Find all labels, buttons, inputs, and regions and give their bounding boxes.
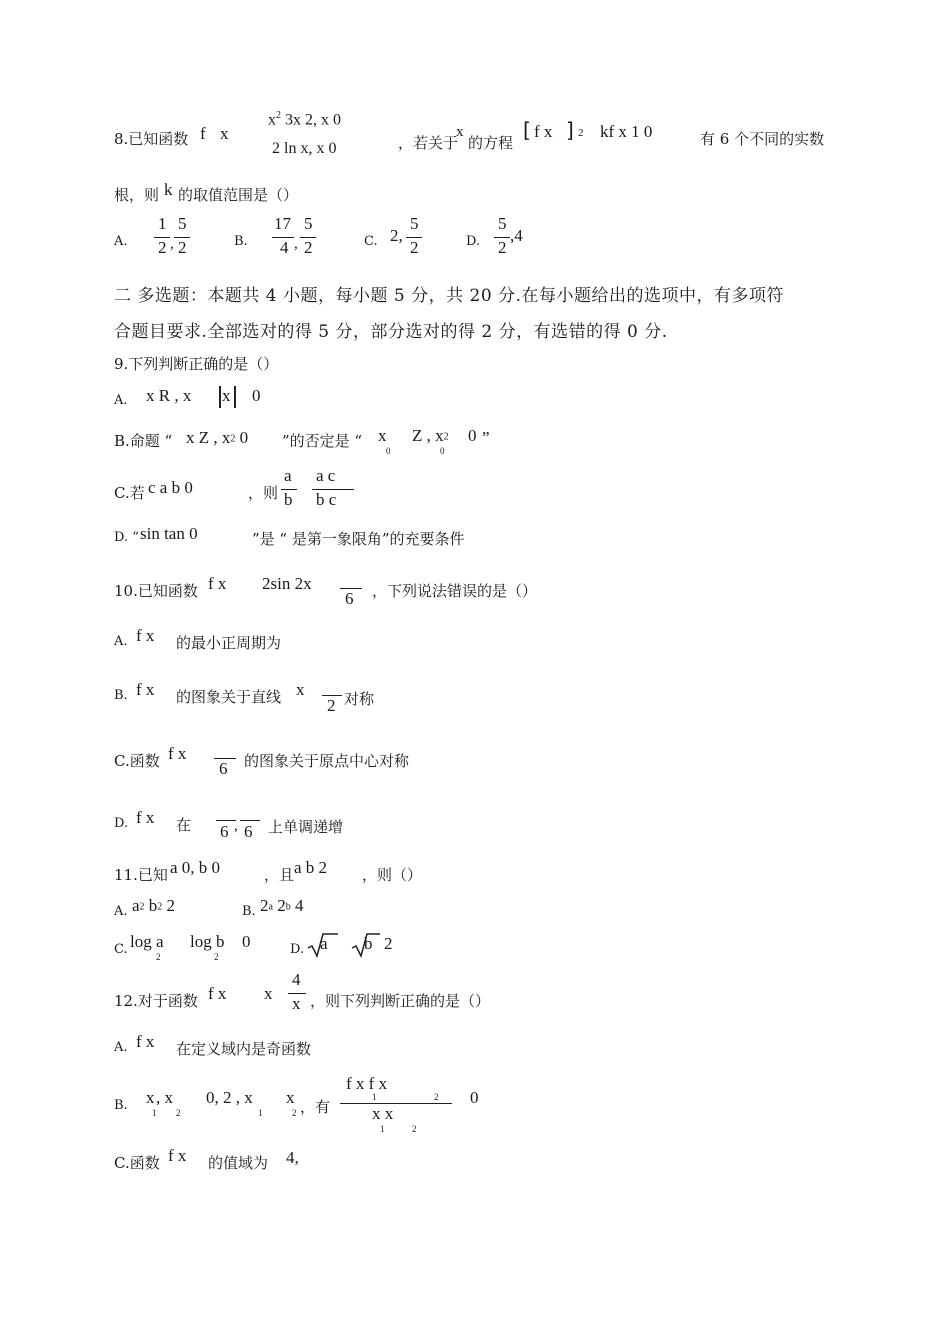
- q9-a-abs: x: [222, 386, 231, 405]
- q12-b-x1: x: [146, 1088, 155, 1107]
- q12-b-sub2: 2: [176, 1108, 181, 1118]
- q12-option-a-label[interactable]: A.: [114, 1040, 128, 1055]
- q10-stem-prefix: 10.已知函数: [114, 582, 198, 600]
- q8-eq-rest: kf x 1 0: [600, 122, 653, 141]
- q8-eq-sup: 2: [578, 127, 584, 139]
- q11-option-d-label[interactable]: D.: [290, 942, 305, 957]
- q10-b-text: 的图象关于直线: [176, 688, 282, 706]
- q11-c-log1: log a: [130, 932, 164, 951]
- q10-a-text: 的最小正周期为: [176, 634, 282, 652]
- q9-option-d-label[interactable]: D. “: [114, 530, 139, 545]
- q12-b-x2: , x: [156, 1088, 173, 1107]
- q10-c-fx: f x: [168, 744, 187, 763]
- q11-d-tail: 2: [384, 934, 393, 953]
- q10-d-den1: 6: [220, 822, 229, 841]
- q9-b-x0: x: [378, 426, 387, 445]
- q11-d-b: b: [364, 934, 373, 953]
- q9-b-tail: 0: [468, 426, 477, 445]
- q12-b-sub3: 1: [258, 1108, 263, 1118]
- q12-c-fx: f x: [168, 1146, 187, 1165]
- q11-c-sub2: 2: [214, 952, 219, 962]
- q9-b-sub0a: 0: [386, 446, 391, 456]
- q12-b-dsub2: 2: [412, 1124, 417, 1134]
- q8-d-num1: 5: [498, 214, 507, 233]
- q8-b-den2: 2: [304, 238, 313, 257]
- q9-c-n2: a c: [316, 466, 336, 485]
- q9-stem: 9.下列判断正确的是（）: [114, 355, 279, 373]
- q9-d-expr: sin tan 0: [140, 524, 198, 543]
- q9-option-a-label[interactable]: A.: [114, 393, 128, 408]
- q10-d-text: 上单调递增: [268, 818, 344, 836]
- q10-b-fx: f x: [136, 680, 155, 699]
- q12-option-c-label[interactable]: C.函数: [114, 1154, 160, 1172]
- q12-a-text: 在定义域内是奇函数: [176, 1040, 312, 1058]
- q9-c-expr: c a b 0: [148, 478, 193, 497]
- q12-b-dsub1: 1: [380, 1124, 385, 1134]
- q8-a-den2: 2: [178, 238, 187, 257]
- q8-bracket-close: ]: [566, 118, 574, 142]
- q8-option-d-label[interactable]: D.: [466, 234, 481, 249]
- q11-stem-mid: ，且: [264, 866, 295, 884]
- q10-d-in: 在: [176, 816, 192, 834]
- q11-stem-prefix: 11.已知: [114, 866, 168, 884]
- q12-b-nsub2: 2: [434, 1092, 439, 1102]
- q8-a-num1: 1: [158, 214, 167, 233]
- q12-b-you: ，有: [300, 1098, 331, 1116]
- q12-stem-fx: f x: [208, 984, 227, 1003]
- q9-option-b-label[interactable]: B.命题 “: [114, 432, 173, 450]
- q8-a-num2: 5: [178, 214, 187, 233]
- q11-stem-expr2: a b 2: [294, 858, 328, 877]
- q12-stem-prefix: 12.对于函数: [114, 992, 198, 1010]
- q10-d-fx: f x: [136, 808, 155, 827]
- q8-piecewise-top: $x^2$ 3x 2, x 0: [268, 110, 341, 129]
- q8-line2: 根，则: [114, 186, 160, 204]
- q10-a-fx: f x: [136, 626, 155, 645]
- q11-b-expr: 2a 2b 4: [260, 896, 304, 915]
- q12-stem-x: x: [264, 984, 273, 1003]
- q12-c-expr: 4,: [286, 1148, 299, 1167]
- q10-option-c-label[interactable]: C.函数: [114, 752, 160, 770]
- q9-option-c-label[interactable]: C.若: [114, 484, 145, 502]
- q12-b-tail: 0: [470, 1088, 479, 1107]
- q12-stem-suffix: ，则下列判断正确的是（）: [310, 992, 491, 1010]
- q12-b-sub4: 2: [292, 1108, 297, 1118]
- q8-var-x: x: [456, 124, 464, 140]
- q8-line2-rest: 的取值范围是（）: [178, 186, 299, 204]
- q8-a-den1: 2: [158, 238, 167, 257]
- q10-b-den: 2: [327, 696, 336, 715]
- q11-option-b-label[interactable]: B.: [242, 904, 256, 919]
- q8-mid2: 的方程: [468, 134, 514, 152]
- q10-stem-suffix: ，下列说法错误的是（）: [372, 582, 538, 600]
- q12-b-nsub1: 1: [372, 1092, 377, 1102]
- q11-option-a-label[interactable]: A.: [114, 904, 128, 919]
- q9-b-expr2b: Z , x2: [412, 426, 449, 445]
- q8-eq-fx: f x: [534, 122, 553, 141]
- q10-b-x: x: [296, 680, 305, 699]
- section2-line2: 合题目要求.全部选对的得 5 分，部分选对的得 2 分，有选错的得 0 分.: [114, 322, 668, 342]
- q9-a-tail: 0: [252, 386, 261, 405]
- q8-suffix: 有 6 个不同的实数: [700, 130, 825, 148]
- q9-d-mid: ”是 “ 是第一象限角”的充要条件: [252, 530, 465, 548]
- q9-a-expr: x R , x: [146, 386, 192, 405]
- q8-b-num2: 5: [304, 214, 313, 233]
- q8-c-lead: 2,: [390, 226, 403, 245]
- q9-b-sub0b: 0: [440, 446, 445, 456]
- q12-b-num: f x f x: [346, 1074, 388, 1093]
- q11-a-expr: a2 b2 2: [132, 896, 176, 915]
- q11-stem-suffix: ，则（）: [362, 866, 423, 884]
- q12-option-b-label[interactable]: B.: [114, 1098, 128, 1113]
- q12-c-text: 的值域为: [208, 1154, 269, 1172]
- q8-x: x: [220, 124, 229, 143]
- q11-option-c-label[interactable]: C.: [114, 942, 128, 957]
- q11-d-a: a: [320, 934, 328, 953]
- q9-b-expr1: x Z , x2 0: [186, 428, 249, 447]
- q12-stem-den: x: [292, 994, 301, 1013]
- q9-c-d1: b: [284, 490, 293, 509]
- q8-option-b-label[interactable]: B.: [234, 234, 248, 249]
- q12-stem-num: 4: [292, 970, 301, 989]
- q8-c-den2: 2: [410, 238, 419, 257]
- q10-stem-expr: 2sin 2x: [262, 574, 312, 593]
- q8-d-den1: 2: [498, 238, 507, 257]
- q11-c-log2: log b: [190, 932, 225, 951]
- q10-stem-fx: f x: [208, 574, 227, 593]
- q11-c-tail: 0: [242, 932, 251, 951]
- q9-c-d2: b c: [316, 490, 337, 509]
- q11-stem-expr1: a 0, b 0: [170, 858, 221, 877]
- q8-b-den1: 4: [280, 238, 289, 257]
- q8-option-c-label[interactable]: C.: [364, 234, 378, 249]
- q10-d-den2: 6: [244, 822, 253, 841]
- q8-f: f: [200, 124, 206, 143]
- q8-option-a-label[interactable]: A.: [114, 234, 128, 249]
- q9-c-mid: ，则: [248, 484, 279, 502]
- q8-b-num1: 17: [274, 214, 291, 233]
- q12-b-den: x x: [372, 1104, 394, 1123]
- q12-b-x4: x: [286, 1088, 295, 1107]
- q10-c-text: 的图象关于原点中心对称: [244, 752, 410, 770]
- q10-option-b-label[interactable]: B.: [114, 688, 128, 703]
- q9-b-mid: ”的否定是 “: [282, 432, 363, 450]
- q9-b-end: ”: [482, 428, 490, 447]
- q8-d-tail: ,4: [510, 226, 523, 245]
- q12-a-fx: f x: [136, 1032, 155, 1051]
- q11-c-sub1: 2: [156, 952, 161, 962]
- q10-option-a-label[interactable]: A.: [114, 634, 128, 649]
- q10-c-den: 6: [219, 759, 228, 778]
- q8-prefix: 8.已知函数: [114, 130, 189, 148]
- q8-k: k: [164, 180, 173, 199]
- q10-option-d-label[interactable]: D.: [114, 816, 129, 831]
- q8-mid: ，若关于: [398, 134, 459, 152]
- q10-b-tail: 对称: [344, 690, 375, 708]
- q12-b-interval: 0, 2 , x: [206, 1088, 253, 1107]
- q12-b-sub1: 1: [152, 1108, 157, 1118]
- q9-c-n1: a: [284, 466, 292, 485]
- q8-bracket-open: [: [523, 118, 531, 142]
- section2-line1: 二 多选题：本题共 4 小题，每小题 5 分，共 20 分.在每小题给出的选项中，有多项符: [114, 286, 784, 306]
- q8-piecewise-bottom: 2 ln x, x 0: [272, 140, 337, 157]
- q10-stem-den: 6: [345, 589, 354, 608]
- q8-c-num2: 5: [410, 214, 419, 233]
